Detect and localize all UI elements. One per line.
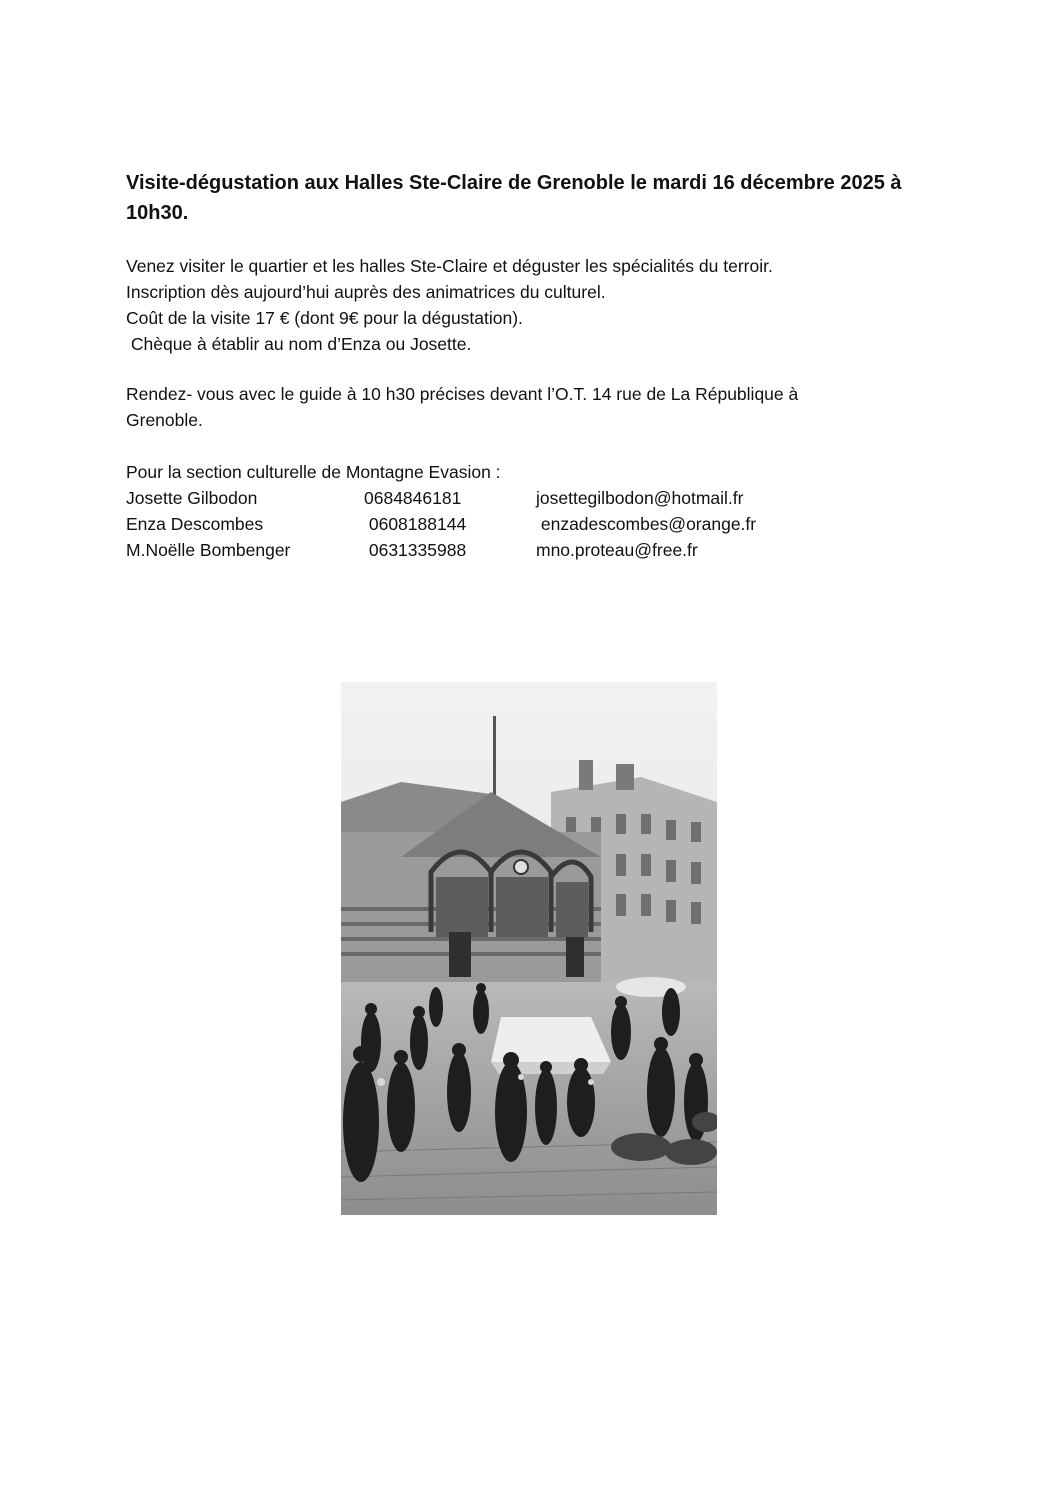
contact-row (126, 537, 926, 563)
contact-phone: 0684846181 (364, 488, 462, 508)
contacts-heading: Pour la section culturelle de Montagne Evasion : (126, 462, 501, 482)
contact-email[interactable]: enzadescombes@orange.fr (536, 514, 757, 534)
contact-email[interactable]: mno.proteau@free.fr (536, 540, 698, 560)
contact-phone: 0631335988 (364, 540, 467, 560)
rendezvous-line: Grenoble. (126, 410, 203, 430)
contact-row (126, 485, 926, 511)
contact-phone: 0608188144 (364, 514, 467, 534)
contact-name: M.Noëlle Bombenger (126, 540, 291, 560)
rendezvous-paragraph (126, 381, 926, 433)
intro-paragraph (126, 253, 926, 357)
contact-name: Enza Descombes (126, 514, 264, 534)
contact-email[interactable]: josettegilbodon@hotmail.fr (536, 488, 744, 508)
contact-name: Josette Gilbodon (126, 488, 258, 508)
market-hall-photo (341, 682, 717, 1215)
intro-line: Chèque à établir au nom d’Enza ou Josette. (126, 334, 472, 354)
intro-line: Venez visiter le quartier et les halles Ste-Claire et déguster les spécialités du terroir. (126, 256, 773, 276)
contacts-block (126, 459, 926, 563)
intro-line: Inscription dès aujourd’hui auprès des animatrices du culturel. (126, 282, 606, 302)
rendezvous-line: Rendez- vous avec le guide à 10 h30 précises devant l’O.T. 14 rue de La République à (126, 384, 799, 404)
intro-line: Coût de la visite 17 € (dont 9€ pour la dégustation). (126, 308, 523, 328)
contact-row (126, 511, 926, 537)
page-title: Visite-dégustation aux Halles Ste-Claire de Grenoble le mardi 16 décembre 2025 à 10h30. (126, 172, 902, 224)
